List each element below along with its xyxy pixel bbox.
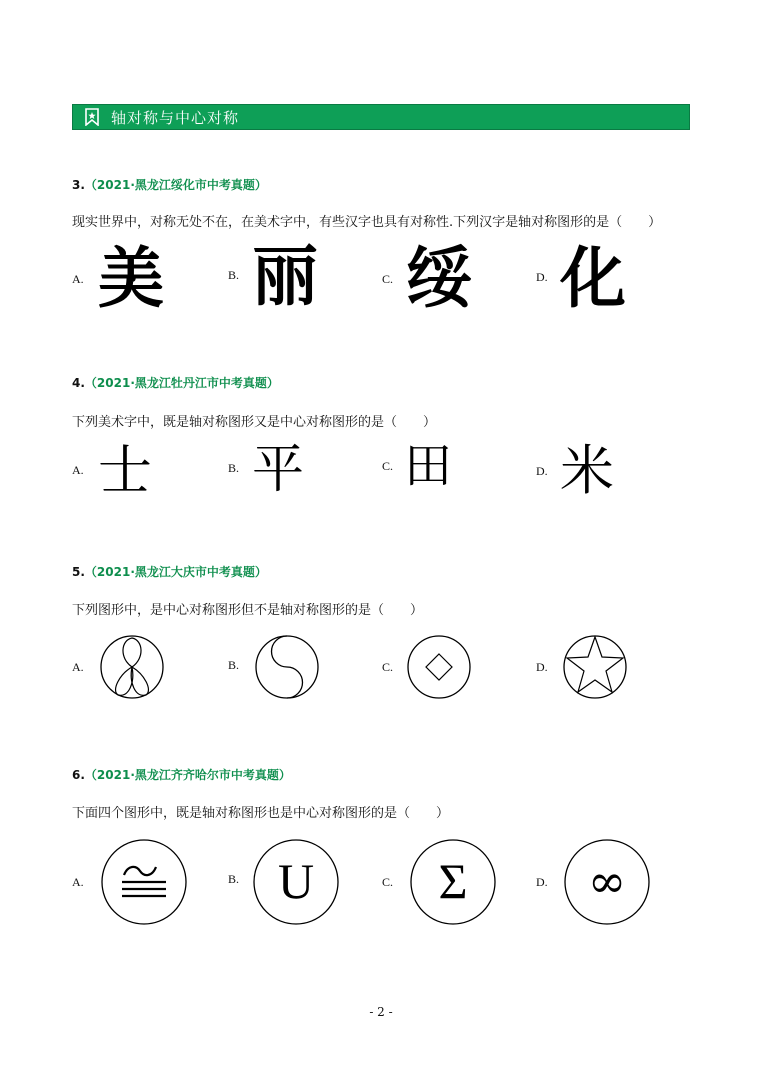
q3-option-d-char: 化 [560, 240, 626, 317]
circle-yin-yang-curve-icon [254, 634, 320, 700]
q5-option-d-label: D. [536, 660, 548, 674]
q6-option-c-symbol: Σ [438, 853, 468, 909]
circle-diamond-icon [406, 634, 472, 700]
circle-wave-lines-icon [100, 838, 188, 926]
q4-option-a-char: 士 [98, 439, 152, 502]
q3-option-b-label: B. [228, 268, 240, 282]
q3-option-a-char: 美 [98, 240, 164, 317]
q6-option-d-label: D. [536, 875, 548, 889]
q4-option-d-label: D. [536, 464, 548, 478]
q6-option-a-label: A. [72, 875, 84, 889]
circle-star-icon [562, 634, 628, 700]
page-number: - 2 - [369, 1005, 393, 1019]
section-title: 轴对称与中心对称 [111, 108, 240, 127]
question-3-source: 3.（2021·黑龙江绥化市中考真题） [72, 178, 267, 192]
question-4-source: 4.（2021·黑龙江牡丹江市中考真题） [72, 376, 279, 390]
q4-option-d-char: 米 [560, 439, 614, 502]
q5-option-a-label: A. [72, 660, 84, 674]
q3-option-b-char: 丽 [252, 238, 318, 315]
q3-option-c-label: C. [382, 272, 394, 286]
q3-option-c-char: 绥 [406, 240, 472, 317]
section-banner [72, 104, 690, 130]
question-4-text: 下列美术字中，既是轴对称图形又是中心对称图形的是（ ） [72, 415, 437, 430]
q6-option-c-label: C. [382, 875, 394, 889]
question-5-source: 5.（2021·黑龙江大庆市中考真题） [72, 565, 267, 579]
q3-option-d-label: D. [536, 270, 548, 284]
bookmark-star-icon [81, 106, 103, 128]
q3-option-a-label: A. [72, 272, 84, 286]
q4-option-b-char: 平 [252, 440, 305, 500]
q4-option-c-label: C. [382, 459, 394, 473]
q4-option-a-label: A. [72, 463, 84, 477]
q4-option-b-label: B. [228, 461, 240, 475]
q6-option-b-symbol: U [277, 853, 315, 909]
question-3-text: 现实世界中，对称无处不在，在美术字中，有些汉字也具有对称性.下列汉字是轴对称图形的是（ ） [72, 215, 662, 230]
q5-option-b-label: B. [228, 658, 240, 672]
question-6-source: 6.（2021·黑龙江齐齐哈尔市中考真题） [72, 768, 291, 782]
question-5-text: 下列图形中，是中心对称图形但不是轴对称图形的是（ ） [72, 603, 424, 618]
q6-option-b-label: B. [228, 872, 240, 886]
q6-option-d-symbol: ∞ [587, 854, 627, 908]
circle-three-petals-icon [99, 634, 165, 700]
question-6-text: 下面四个图形中，既是轴对称图形也是中心对称图形的是（ ） [72, 806, 450, 821]
q4-option-c-char: 田 [404, 438, 453, 494]
q5-option-c-label: C. [382, 660, 394, 674]
